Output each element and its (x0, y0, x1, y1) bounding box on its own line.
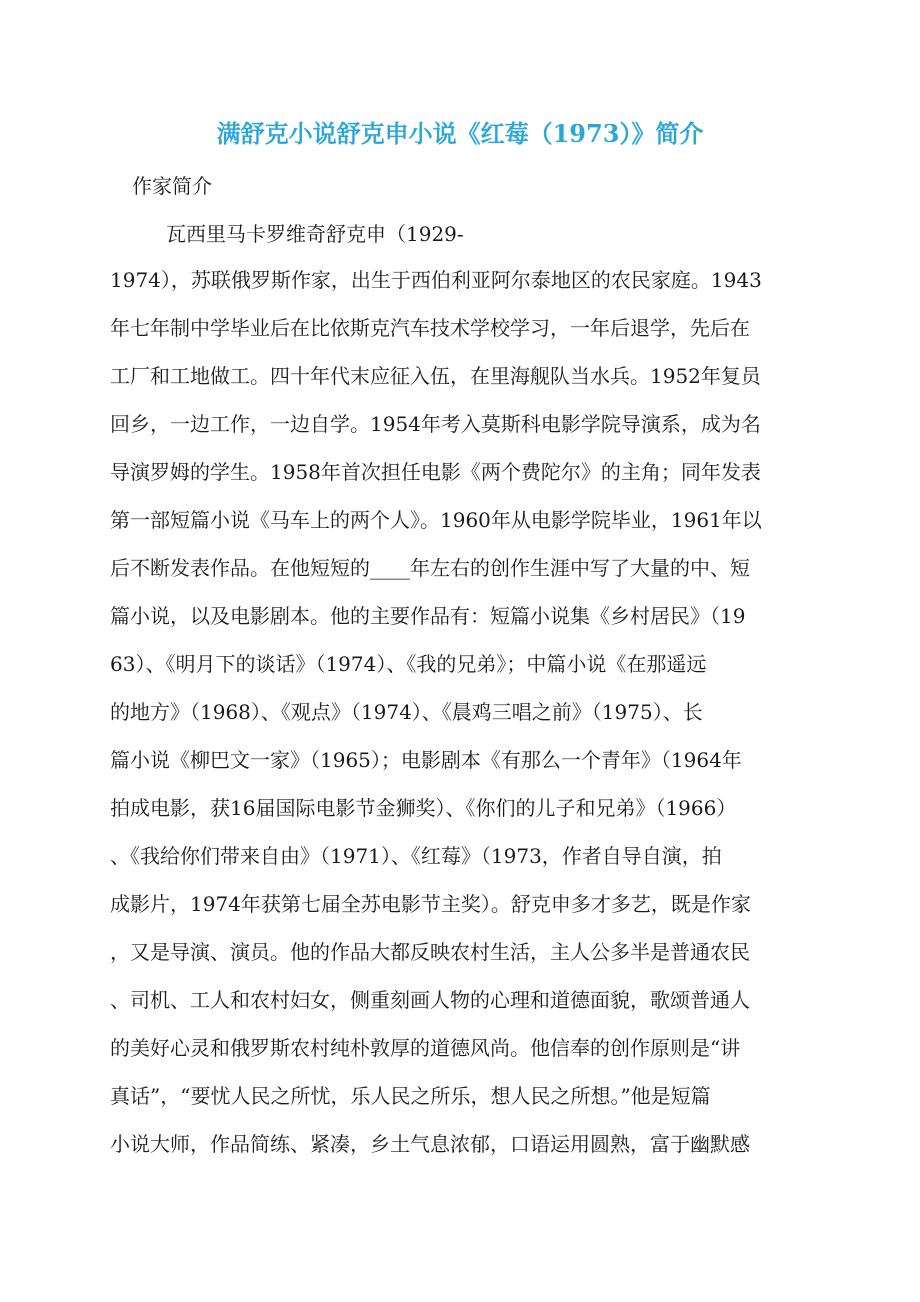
body-line: 、《我给你们带来自由》（1971）、《红莓》（1973，作者自导自演，拍 (110, 844, 722, 868)
body-line: 1974），苏联俄罗斯作家，出生于西伯利亚阿尔泰地区的农民家庭。1943 (110, 268, 762, 292)
body-line: 、司机、工人和农村妇女，侧重刻画人物的心理和道德面貌，歌颂普通人 (110, 988, 750, 1012)
body-line: 第一部短篇小说《马车上的两个人》。1960年从电影学院毕业，1961年以 (110, 508, 762, 532)
body-line: 的地方》（1968）、《观点》（1974）、《晨鸡三唱之前》（1975）、长 (110, 700, 703, 724)
body-line: 年七年制中学毕业后在比依斯克汽车技术学校学习，一年后退学，先后在 (110, 316, 750, 340)
body-line: 的美好心灵和俄罗斯农村纯朴敦厚的道德风尚。他信奉的创作原则是“讲 (110, 1036, 741, 1060)
body-line: 拍成电影，获16届国际电影节金狮奖）、《你们的儿子和兄弟》（1966） (110, 796, 737, 820)
body-line: 瓦西里马卡罗维奇舒克申（1929- (166, 222, 464, 246)
body-line: 工厂和工地做工。四十年代末应征入伍，在里海舰队当水兵。1952年复员 (110, 364, 761, 388)
body-line: 小说大师，作品简练、紧凑，乡土气息浓郁，口语运用圆熟，富于幽默感 (110, 1132, 750, 1156)
section-heading: 作家简介 (132, 174, 212, 198)
body-line: 真话”，“要忧人民之所忧，乐人民之所乐，想人民之所想。”他是短篇 (110, 1084, 711, 1108)
body-line: 导演罗姆的学生。1958年首次担任电影《两个费陀尔》的主角；同年发表 (110, 460, 761, 484)
body-line: 回乡，一边工作，一边自学。1954年考入莫斯科电影学院导演系，成为名 (110, 412, 761, 436)
body-line: 篇小说，以及电影剧本。他的主要作品有：短篇小说集《乡村居民》（19 (110, 604, 746, 628)
body-line: 63）、《明月下的谈话》（1974）、《我的兄弟》；中篇小说《在那遥远 (110, 652, 707, 676)
body-line: 成影片，1974年获第七届全苏电影节主奖）。舒克申多才多艺，既是作家 (110, 892, 751, 916)
body-line: 后不断发表作品。在他短短的____年左右的创作生涯中写了大量的中、短 (110, 556, 750, 580)
body-line: 篇小说《柳巴文一家》（1965）；电影剧本《有那么一个青年》（1964年 (110, 748, 742, 772)
body-line: ，又是导演、演员。他的作品大都反映农村生活，主人公多半是普通农民 (110, 940, 750, 964)
document-title: 满舒克小说舒克申小说《红莓（1973）》简介 (216, 119, 704, 148)
